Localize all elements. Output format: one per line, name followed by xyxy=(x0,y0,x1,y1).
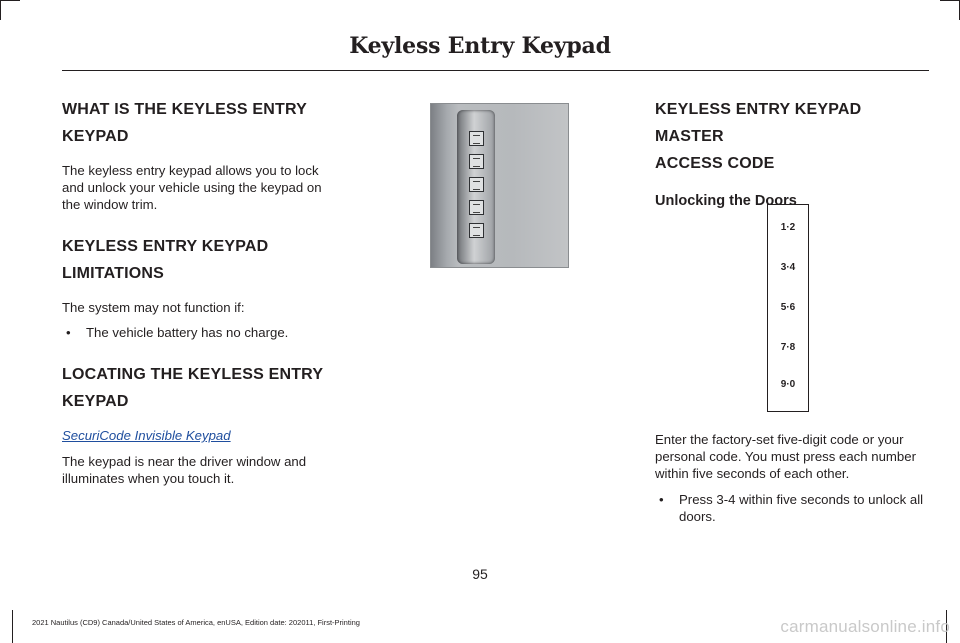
right-column xyxy=(655,96,930,211)
section-heading: KEYLESS ENTRY KEYPAD MASTER ACCESS CODE xyxy=(655,101,862,172)
section-body: The keyless entry keypad allows you to lock and unlock your vehicle using the keypad on the window trim. xyxy=(62,163,322,212)
footer-edition: 2021 Nautilus (CD9) Canada/United States of America, enUSA, Edition date: 202011, First-Printing xyxy=(32,618,360,627)
page-number: 95 xyxy=(472,566,488,582)
right-column-lower xyxy=(655,431,930,525)
list-item: • Press 3-4 within five seconds to unlock all doors. xyxy=(655,491,930,525)
page-title: Keyless Entry Keypad xyxy=(349,33,611,59)
left-column xyxy=(62,96,340,487)
section-subheading: Unlocking the Doors xyxy=(655,193,797,209)
keypad-label: 7·8 xyxy=(780,342,796,353)
section-heading: LOCATING THE KEYLESS ENTRY KEYPAD xyxy=(62,366,324,410)
section-body: The system may not function if: xyxy=(62,300,245,315)
keypad-button xyxy=(469,200,484,215)
keypad-label: 9·0 xyxy=(780,379,796,390)
keypad-label: 5·6 xyxy=(780,302,796,313)
keypad-button xyxy=(469,131,484,146)
section-body: The keypad is near the driver window and illuminates when you touch it. xyxy=(62,454,307,486)
header-divider xyxy=(62,70,929,71)
crop-mark xyxy=(940,0,960,1)
keypad-label: 3·4 xyxy=(780,262,796,273)
bullet-icon: • xyxy=(659,492,664,507)
list-item: • The vehicle battery has no charge. xyxy=(62,324,340,341)
keypad-button xyxy=(469,154,484,169)
cross-reference-link[interactable]: SecuriCode Invisible Keypad xyxy=(62,428,231,443)
crop-mark xyxy=(0,0,20,1)
crop-mark xyxy=(0,0,1,20)
section-body: Enter the factory-set five-digit code or your personal code. You must press each number within five seconds of each other. xyxy=(655,432,916,481)
crop-mark xyxy=(12,610,13,643)
bullet-icon: • xyxy=(66,325,71,340)
keypad-button xyxy=(469,177,484,192)
keypad-diagram xyxy=(767,204,809,412)
watermark: carmanualsonline.info xyxy=(780,617,950,636)
keypad-label: 1·2 xyxy=(780,222,796,233)
keypad-photo xyxy=(430,103,569,268)
keypad-button xyxy=(469,223,484,238)
section-heading: KEYLESS ENTRY KEYPAD LIMITATIONS xyxy=(62,238,269,282)
section-heading: WHAT IS THE KEYLESS ENTRY KEYPAD xyxy=(62,101,308,145)
